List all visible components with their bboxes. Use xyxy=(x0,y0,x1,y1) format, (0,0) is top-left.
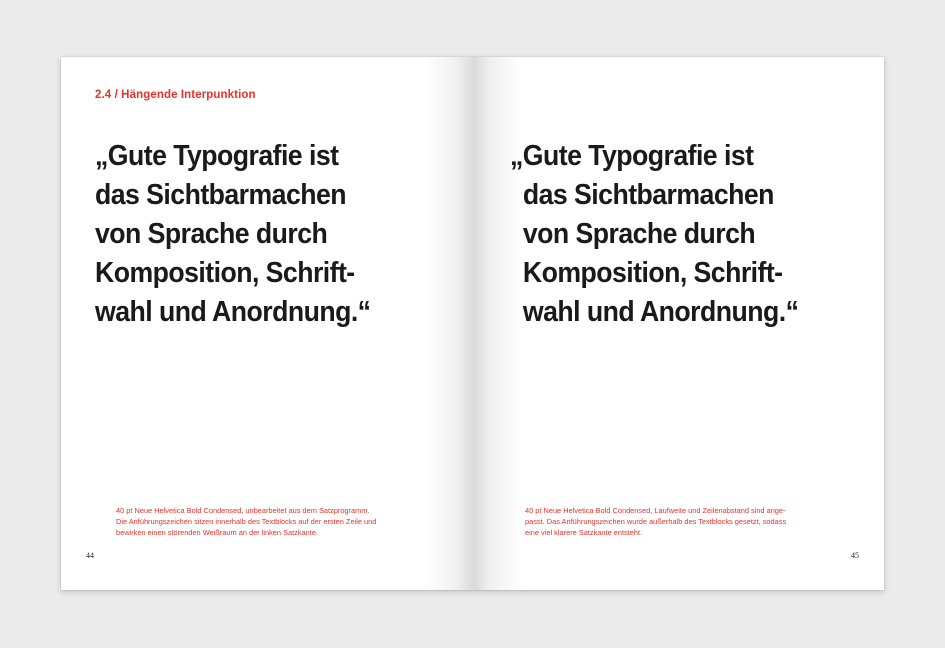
right-quote xyxy=(510,137,798,332)
right-page xyxy=(473,57,884,590)
left-caption-line: 40 pt Neue Helvetica Bold Condensed, unbearbeitet aus dem Satzprogramm. xyxy=(116,506,370,515)
right-page-number: 45 xyxy=(851,551,859,560)
open-book xyxy=(61,57,884,590)
left-quote xyxy=(95,137,370,332)
left-quote-line: wahl und Anordnung.“ xyxy=(95,296,371,328)
left-quote-line: von Sprache durch xyxy=(95,218,328,250)
left-quote-line: „Gute Typografie ist xyxy=(95,140,339,172)
right-quote-line: von Sprache durch xyxy=(522,218,756,250)
right-caption-line: eine viel klarere Satzkante entsteht. xyxy=(525,528,643,537)
right-quote-line: wahl und Anordnung.“ xyxy=(522,296,799,328)
right-caption-line: passt. Das Anführungszeichen wurde außerhalb des Textblocks gesetzt, sodass xyxy=(525,517,787,526)
section-heading: 2.4 / Hängende Interpunktion xyxy=(95,89,256,101)
right-quote-line: „Gute Typografie ist xyxy=(510,140,754,172)
left-caption-line: bewirken einen störenden Weißraum an der linken Satzkante. xyxy=(116,528,318,537)
right-quote-line: das Sichtbarmachen xyxy=(522,179,774,211)
left-caption-line: Die Anführungszeichen sitzen innerhalb des Textblocks auf der ersten Zeile und xyxy=(116,517,377,526)
right-caption-line: 40 pt Neue Helvetica Bold Condensed, Laufweite und Zeilenabstand sind ange- xyxy=(525,506,786,515)
left-quote-line: Komposition, Schrift- xyxy=(95,257,355,289)
left-page-number: 44 xyxy=(86,551,94,560)
left-caption xyxy=(116,505,376,538)
left-page xyxy=(61,57,473,590)
right-quote-line: Komposition, Schrift- xyxy=(522,257,783,289)
right-caption xyxy=(525,505,786,538)
left-quote-line: das Sichtbarmachen xyxy=(95,179,347,211)
